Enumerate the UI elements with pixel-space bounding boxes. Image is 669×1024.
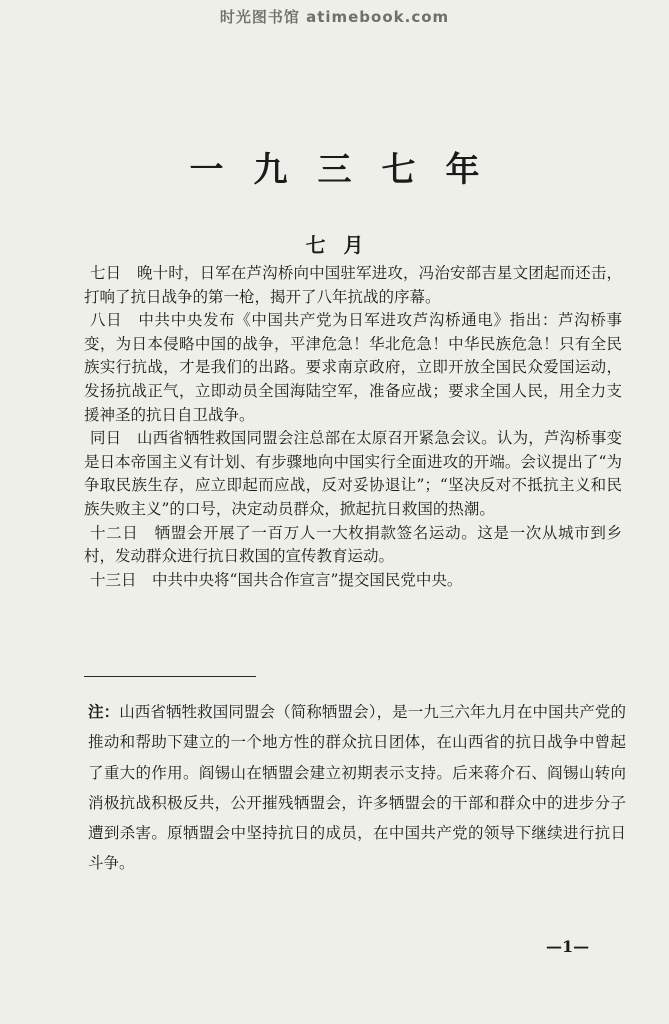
entry-july-12 xyxy=(84,522,622,569)
entry-date: 同日 xyxy=(90,429,122,448)
entry-text: 中共中央发布《中国共产党为日军进攻芦沟桥通电》指出：芦沟桥事变，为日本侵略中国的战争，平津危急！华北危急！中华民族危急！只有全民族实行抗战，才是我们的出路。要求南京政府，立即开放全国民众爱国运动，发扬抗战正气，立即动员全国海陆空军，准备应战；要求全国人民，用全力支援神圣的抗日自卫战争。 xyxy=(84,311,622,424)
entry-july-13 xyxy=(84,569,622,593)
entry-text: 山西省牺牲救国同盟会注总部在太原召开紧急会议。认为，芦沟桥事变是日本帝国主义有计划、有步骤地向中国实行全面进攻的开端。会议提出了“为争取民族生存，应立即起而应战，反对妥协退让”；“坚决反对不抵抗主义和民族失败主义”的口号，决定动员群众，掀起抗日救国的热潮。 xyxy=(84,429,622,518)
entry-text: 晚十时，日军在芦沟桥向中国驻军进攻，冯治安部吉星文团起而还击，打响了抗日战争的第一枪，揭开了八年抗战的序幕。 xyxy=(84,264,622,306)
chronology-entries xyxy=(84,262,622,592)
entry-date: 十二日 xyxy=(90,523,139,542)
footnote-label: 注： xyxy=(88,702,120,721)
entry-date: 七日 xyxy=(90,264,122,282)
year-title: 一九三七年 xyxy=(189,150,510,190)
entry-date: 八日 xyxy=(90,311,123,330)
footnote-text: 山西省牺牲救国同盟会（简称牺盟会），是一九三六年九月在中国共产党的推动和帮助下建立的一个地方性的群众抗日团体，在山西省的抗日战争中曾起了重大的作用。阎锡山在牺盟会建立初期表示支持。后来蒋介石、阎锡山转向消极抗战积极反共，公开摧残牺盟会，许多牺盟会的干部和群众中的进步分子遭到杀害。原牺盟会中坚持抗日的成员，在中国共产党的领导下继续进行抗日斗争。 xyxy=(88,703,626,873)
page-number: —1— xyxy=(546,937,590,956)
entry-text: 牺盟会开展了一百万人一大枚捐款签名运动。这是一次从城市到乡村，发动群众进行抗日救国的宣传教育运动。 xyxy=(84,523,622,566)
footnote-divider xyxy=(84,676,256,677)
footnote-body xyxy=(88,697,626,879)
entry-text: 中共中央将“国共合作宣言”提交国民党中央。 xyxy=(152,570,463,589)
month-title: 七月 xyxy=(305,233,382,257)
footnote xyxy=(88,697,626,879)
entry-july-7 xyxy=(84,262,622,309)
entry-same-day xyxy=(84,427,622,521)
entry-july-8 xyxy=(84,309,622,427)
entry-date: 十三日 xyxy=(90,570,137,589)
watermark: 时光图书馆 atimebook.com xyxy=(219,8,450,26)
